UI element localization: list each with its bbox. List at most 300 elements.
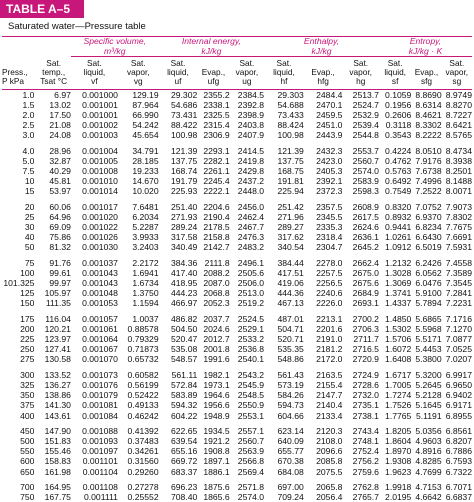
table-cell: 384.44 <box>277 257 304 268</box>
table-cell: 2735.1 <box>352 400 379 411</box>
table-cell: 6.7593 <box>445 456 472 467</box>
table-cell: 1.7526 <box>385 400 412 411</box>
table-cell: 2748.1 <box>352 435 379 446</box>
table-cell: 384.36 <box>170 257 198 268</box>
table-cell: 6.8955 <box>445 410 472 421</box>
column-header-line: Evap., <box>201 67 226 78</box>
table-cell: 655.16 <box>170 446 198 457</box>
table-cell: 121.39 <box>277 145 304 156</box>
table-cell: 0.001097 <box>82 446 118 457</box>
table-cell: 0.001057 <box>82 313 118 324</box>
table-cell: 2720.9 <box>352 354 379 365</box>
table-cell: 2140.4 <box>316 400 343 411</box>
table-cell: 54.242 <box>132 120 159 131</box>
table-cell: 21.08 <box>49 120 71 131</box>
table-cell: 4.8916 <box>415 446 442 457</box>
table-cell: 1.3028 <box>385 267 412 278</box>
table-cell: 0.25552 <box>127 491 159 502</box>
table-cell: 548.86 <box>277 354 304 365</box>
table-cell: 639.54 <box>170 435 198 446</box>
table-cell: 2142.7 <box>203 242 230 253</box>
table-cell: 2536.8 <box>237 344 265 355</box>
table-cell: 2407.9 <box>237 130 265 141</box>
table-cell: 0.27278 <box>127 481 159 492</box>
table-cell: 7.6691 <box>445 232 472 243</box>
table-cell: 2001.8 <box>203 344 230 355</box>
table-cell: 5.5171 <box>415 334 442 345</box>
table-cell: 0.52422 <box>127 390 159 401</box>
table-row <box>2 344 472 354</box>
table-cell: 684.08 <box>277 466 304 477</box>
table-cell: 8.9749 <box>445 89 472 100</box>
table-cell: 289.27 <box>277 222 304 233</box>
table-cell: 550 <box>20 446 35 457</box>
table-cell: 2557.1 <box>237 425 265 436</box>
table-cell: 1.0037 <box>132 313 159 324</box>
table-cell: 1875.6 <box>203 481 230 492</box>
table-cell: 99.97 <box>49 278 71 289</box>
table-cell: 2476.3 <box>237 232 265 243</box>
table-cell: 486.82 <box>170 313 198 324</box>
table-cell: 7.2841 <box>445 288 472 299</box>
table-cell: 0.34261 <box>127 446 159 457</box>
table-cell: 2240.6 <box>316 288 343 299</box>
table-cell: 0.65732 <box>127 354 159 365</box>
table-cell: 584.26 <box>277 390 304 401</box>
table-cell: 100.98 <box>170 130 198 141</box>
column-header-line: vg <box>133 76 143 87</box>
table-tag: TABLE A–5 <box>0 0 84 18</box>
table-cell: 572.84 <box>170 379 198 390</box>
table-row <box>2 288 472 298</box>
table-cell: 0.001043 <box>82 278 118 289</box>
table-cell: 0.001010 <box>82 176 118 187</box>
table-cell: 0.001005 <box>82 155 118 166</box>
table-cell: 0.001093 <box>82 435 118 446</box>
table-cell: 1.5302 <box>385 323 412 334</box>
column-header-line: ufg <box>207 76 220 87</box>
table-cell: 0.71873 <box>127 344 159 355</box>
table-cell: 168.75 <box>277 166 304 177</box>
table-cell: 2470.1 <box>316 99 343 110</box>
table-cell: 2282.1 <box>203 155 230 166</box>
table-cell: 2398.9 <box>237 110 265 121</box>
table-cell: 6.9402 <box>445 390 472 401</box>
table-cell: 6.6430 <box>415 232 442 243</box>
table-cell: 1.8970 <box>385 446 412 457</box>
table-cell: 1991.6 <box>203 354 230 365</box>
table-cell: 466.97 <box>170 298 198 309</box>
table-cell: 2752.4 <box>352 446 379 457</box>
table-cell: 6.7322 <box>445 466 472 477</box>
table-cell: 604.66 <box>277 410 304 421</box>
table-cell: 133.52 <box>44 369 71 380</box>
table-cell: 2675.6 <box>352 278 379 289</box>
table-cell: 40 <box>24 232 35 243</box>
table-cell: 2012.7 <box>203 334 230 345</box>
table-row <box>2 467 472 477</box>
table-cell: 1921.2 <box>203 435 230 446</box>
table-cell: 28.96 <box>49 145 71 156</box>
table-cell: 2172.0 <box>316 354 343 365</box>
table-cell: 2257.5 <box>316 267 343 278</box>
table-cell: 75.86 <box>49 232 71 243</box>
table-cell: 7.0525 <box>445 344 472 355</box>
table-cell: 2181.2 <box>316 344 343 355</box>
table-cell: 17.50 <box>49 110 71 121</box>
saturated-water-pressure-table <box>2 36 472 502</box>
table-cell: 8.2222 <box>415 130 442 141</box>
table-cell: 640.09 <box>277 435 304 446</box>
table-cell: 0.6492 <box>385 176 412 187</box>
table-cell: 161.98 <box>44 466 71 477</box>
table-cell: 0.001003 <box>82 130 118 141</box>
table-cell: 2178.5 <box>203 222 230 233</box>
table-cell: 2315.4 <box>203 120 230 131</box>
table-row <box>2 492 472 502</box>
table-cell: 0.001001 <box>82 110 118 121</box>
table-cell: 2728.6 <box>352 379 379 390</box>
table-cell: 2087.0 <box>203 278 230 289</box>
table-cell: 0.001020 <box>82 211 118 222</box>
group-unit-entropy: kJ/kg · K <box>408 45 443 56</box>
table-cell: 7.4996 <box>415 176 442 187</box>
table-cell: 2133.4 <box>316 410 343 421</box>
table-cell: 6.2426 <box>415 257 442 268</box>
table-cell: 2448.0 <box>237 186 265 197</box>
table-cell: 1886.1 <box>203 466 230 477</box>
table-cell: 0.001088 <box>82 425 118 436</box>
column-header <box>230 57 264 90</box>
table-row <box>2 278 472 288</box>
column-header-line: Sat. <box>170 58 186 68</box>
table-cell: 6.9171 <box>445 400 472 411</box>
table-cell: 2201.6 <box>316 323 343 334</box>
table-cell: 2583.9 <box>352 176 379 187</box>
table-cell: 2716.5 <box>352 344 379 355</box>
table-cell: 0.001104 <box>82 466 118 477</box>
table-cell: 8.3938 <box>445 155 472 166</box>
column-header-line: liquid, <box>273 67 295 78</box>
table-cell: 2338.1 <box>203 99 230 110</box>
table-cell: 2467.7 <box>237 222 265 233</box>
table-cell: 0.8320 <box>385 201 412 212</box>
table-cell: 0.41392 <box>127 425 159 436</box>
table-cell: 1.7005 <box>385 379 412 390</box>
table-cell: 2306.9 <box>203 130 230 141</box>
table-cell: 0.001030 <box>82 242 118 253</box>
table-cell: 105.97 <box>44 288 71 299</box>
table-cell: 2617.5 <box>352 211 379 222</box>
table-cell: 2384.5 <box>237 89 265 100</box>
table-cell: 64.96 <box>49 211 71 222</box>
table-cell: 2483.2 <box>237 242 265 253</box>
column-header-line: Sat. <box>87 58 102 68</box>
table-cell: 0.001014 <box>82 186 118 197</box>
table-row <box>2 222 472 232</box>
column-header-line: hfg <box>317 76 329 87</box>
table-cell: 7.3545 <box>445 278 472 289</box>
table-cell: 29.302 <box>170 89 198 100</box>
table-cell: 2513.0 <box>237 288 265 299</box>
table-row <box>2 400 472 410</box>
table-cell: 137.75 <box>277 155 304 166</box>
table-cell: 2738.1 <box>352 410 379 421</box>
table-cell: 7.8302 <box>445 211 472 222</box>
table-cell: 0.001081 <box>82 400 118 411</box>
column-header-line: vapor, <box>126 67 150 78</box>
table-row <box>2 390 472 400</box>
table-cell: 467.13 <box>277 298 304 309</box>
table-cell: 2496.1 <box>237 257 265 268</box>
table-cell: 0.8932 <box>385 211 412 222</box>
table-cell: 2325.5 <box>203 110 230 121</box>
table-cell: 696.23 <box>170 481 198 492</box>
table-cell: 7.9073 <box>445 201 472 212</box>
table-cell: 225.93 <box>170 186 198 197</box>
table-row <box>2 197 472 212</box>
table-row <box>2 156 472 166</box>
table-cell: 6.2034 <box>132 211 159 222</box>
table-cell: 2529.1 <box>237 323 265 334</box>
table-cell: 500 <box>20 435 35 446</box>
table-cell: 7.0752 <box>415 201 442 212</box>
table-cell: 0.001000 <box>82 89 118 100</box>
table-cell: 2357.5 <box>316 201 343 212</box>
table-cell: 417.40 <box>170 267 198 278</box>
table-cell: 0.5763 <box>385 166 412 177</box>
table-cell: 100.98 <box>277 130 304 141</box>
table-cell: 2024.6 <box>203 323 230 334</box>
table-cell: 5.0356 <box>415 425 442 436</box>
table-cell: 1.2132 <box>385 257 412 268</box>
table-cell: 8.8270 <box>445 99 472 110</box>
table-cell: 15 <box>24 186 35 197</box>
table-cell: 147.90 <box>44 425 71 436</box>
column-header-line: liquid, <box>167 67 189 78</box>
table-cell: 1.3741 <box>385 288 412 299</box>
table-cell: 2624.6 <box>352 222 379 233</box>
table-cell: 1.5706 <box>385 334 412 345</box>
table-cell: 2085.8 <box>316 456 343 467</box>
table-cell: 450 <box>20 425 35 436</box>
table-cell: 1.9308 <box>385 456 412 467</box>
table-cell: 2437.2 <box>237 176 265 187</box>
table-cell: 8.1488 <box>445 176 472 187</box>
table-row <box>2 365 472 380</box>
table-cell: 6.7071 <box>445 481 472 492</box>
table-row <box>2 120 472 130</box>
table-cell: 155.46 <box>44 446 71 457</box>
group-header-enthalpy <box>264 37 379 57</box>
table-cell: 0.001026 <box>82 232 118 243</box>
table-row <box>2 166 472 176</box>
table-cell: 2539.4 <box>352 120 379 131</box>
table-cell: 2.5 <box>22 120 35 131</box>
table-cell: 2372.3 <box>316 186 343 197</box>
table-cell: 1.3069 <box>385 278 412 289</box>
table-cell: 2335.3 <box>316 222 343 233</box>
table-cell: 4.7699 <box>415 466 442 477</box>
table-cell: 0.3118 <box>385 120 412 131</box>
group-title-specific-volume: Specific volume, <box>83 36 147 46</box>
table-cell: 7.9176 <box>415 155 442 166</box>
table-cell: 561.43 <box>277 369 304 380</box>
table-cell: 7.2231 <box>445 298 472 309</box>
table-cell: 5.1645 <box>415 400 442 411</box>
table-cell: 2574.0 <box>352 166 379 177</box>
table-cell: 7.1716 <box>445 313 472 324</box>
table-cell: 19.233 <box>132 166 159 177</box>
table-cell: 8.7227 <box>445 110 472 121</box>
table-cell: 2484.4 <box>316 89 343 100</box>
column-header-line: vapor, <box>235 67 259 78</box>
column-header-line: hg <box>356 76 366 87</box>
table-cell: 127.41 <box>44 344 71 355</box>
table-cell: 2743.4 <box>352 425 379 436</box>
table-cell: 2456.0 <box>237 201 265 212</box>
table-cell: 0.4224 <box>385 145 412 156</box>
table-cell: 6.9370 <box>415 211 442 222</box>
table-cell: 2068.8 <box>203 288 230 299</box>
table-cell: 2204.6 <box>203 201 230 212</box>
table-row <box>2 141 472 156</box>
table-cell: 669.72 <box>170 456 198 467</box>
table-cell: 10.020 <box>132 186 159 197</box>
table-cell: 340.49 <box>170 242 198 253</box>
table-cell: 0.001001 <box>82 99 118 110</box>
column-header <box>342 57 379 90</box>
table-cell: 45.654 <box>132 130 159 141</box>
table-cell: 8.8690 <box>415 89 442 100</box>
table-cell: 0.001079 <box>82 390 118 401</box>
table-row <box>2 380 472 390</box>
table-cell: 504.71 <box>277 323 304 334</box>
table-cell: 6.8234 <box>415 222 442 233</box>
table-cell: 0.001053 <box>82 298 118 309</box>
table-cell: 29.303 <box>277 89 304 100</box>
table-cell: 2560.7 <box>352 155 379 166</box>
column-header <box>411 57 441 90</box>
table-cell: 2553.1 <box>237 410 265 421</box>
table-cell: 143.61 <box>44 410 71 421</box>
table-cell: 604.22 <box>170 410 198 421</box>
table-cell: 0.9441 <box>385 222 412 233</box>
table-cell: 200 <box>20 323 35 334</box>
table-cell: 1.8604 <box>385 435 412 446</box>
table-cell: 1.5 <box>22 99 35 110</box>
group-title-internal-energy: Internal energy, <box>181 36 241 46</box>
table-row <box>2 212 472 222</box>
table-cell: 1.0261 <box>385 232 412 243</box>
table-cell: 8.4621 <box>415 110 442 121</box>
column-header-line: temp., <box>42 67 66 78</box>
table-cell: 5.2645 <box>415 379 442 390</box>
table-cell: 2.2172 <box>132 257 159 268</box>
table-cell: 5.4453 <box>415 344 442 355</box>
column-header-line: Press., <box>2 67 28 78</box>
group-unit-enthalpy: kJ/kg <box>311 45 332 56</box>
column-header-line: liquid, <box>384 67 406 78</box>
table-cell: 2548.5 <box>237 390 265 401</box>
column-header-line: Sat. <box>46 58 62 68</box>
table-cell: 30 <box>24 222 35 233</box>
table-row <box>2 421 472 436</box>
table-cell: 3.9933 <box>132 232 159 243</box>
table-cell: 7.0877 <box>445 334 472 345</box>
table-cell: 0.001064 <box>82 334 118 345</box>
column-header-line: hf <box>280 76 288 87</box>
table-cell: 2566.8 <box>237 456 265 467</box>
table-cell: 1.6717 <box>385 369 412 380</box>
table-cell: 419.06 <box>277 278 304 289</box>
table-cell: 2724.9 <box>352 369 379 380</box>
table-cell: 7.6481 <box>132 201 159 212</box>
table-cell: 2700.2 <box>352 313 379 324</box>
table-cell: 444.36 <box>277 288 304 299</box>
table-cell: 0.001061 <box>82 323 118 334</box>
table-cell: 655.77 <box>277 446 304 457</box>
table-cell: 1.6941 <box>132 267 159 278</box>
table-row <box>2 324 472 334</box>
group-header-entropy <box>379 37 472 57</box>
table-cell: 0.001002 <box>82 120 118 131</box>
table-cell: 4.8285 <box>415 456 442 467</box>
table-row <box>2 186 472 196</box>
table-cell: 5.3200 <box>415 369 442 380</box>
table-cell: 2598.3 <box>352 186 379 197</box>
table-row <box>2 446 472 456</box>
table-body <box>2 89 472 502</box>
column-header <box>2 57 36 90</box>
table-cell: 54.688 <box>277 99 304 110</box>
table-cell: 5.7894 <box>415 298 442 309</box>
table-cell: 271.93 <box>170 211 198 222</box>
table-cell: 6.8561 <box>445 425 472 436</box>
table-cell: 2519.2 <box>237 298 265 309</box>
table-cell: 1.4337 <box>385 298 412 309</box>
column-header <box>197 57 229 90</box>
table-cell: 1.6072 <box>385 344 412 355</box>
table-cell: 28.185 <box>132 155 159 166</box>
table-cell: 594.73 <box>277 400 304 411</box>
table-cell: 1908.8 <box>203 446 230 457</box>
table-cell: 50 <box>24 242 35 253</box>
table-cell: 2429.8 <box>237 166 265 177</box>
table-cell: 2533.2 <box>237 334 265 345</box>
table-cell: 2459.5 <box>316 110 343 121</box>
group-title-entropy: Entropy, <box>409 36 442 46</box>
table-cell: 1.6408 <box>385 354 412 365</box>
table-cell: 91.76 <box>49 257 71 268</box>
table-cell: 168.74 <box>170 166 198 177</box>
table-cell: 2711.7 <box>353 334 379 345</box>
table-cell: 138.86 <box>44 390 71 401</box>
table-cell: 6.97 <box>54 89 71 100</box>
table-cell: 2213.1 <box>316 313 343 324</box>
table-cell: 340.54 <box>277 242 304 253</box>
table-cell: 0.001073 <box>82 369 118 380</box>
table-cell: 6.0476 <box>415 278 442 289</box>
table-cell: 88.424 <box>277 120 304 131</box>
table-cell: 2759.6 <box>352 466 379 477</box>
group-unit-specific-volume: m³/kg <box>104 45 126 56</box>
table-cell: 6.0562 <box>415 267 442 278</box>
table-cell: 73.431 <box>170 110 198 121</box>
table-cell: 2392.1 <box>316 176 343 187</box>
table-cell: 520.71 <box>277 334 304 345</box>
table-cell: 2403.8 <box>237 120 265 131</box>
